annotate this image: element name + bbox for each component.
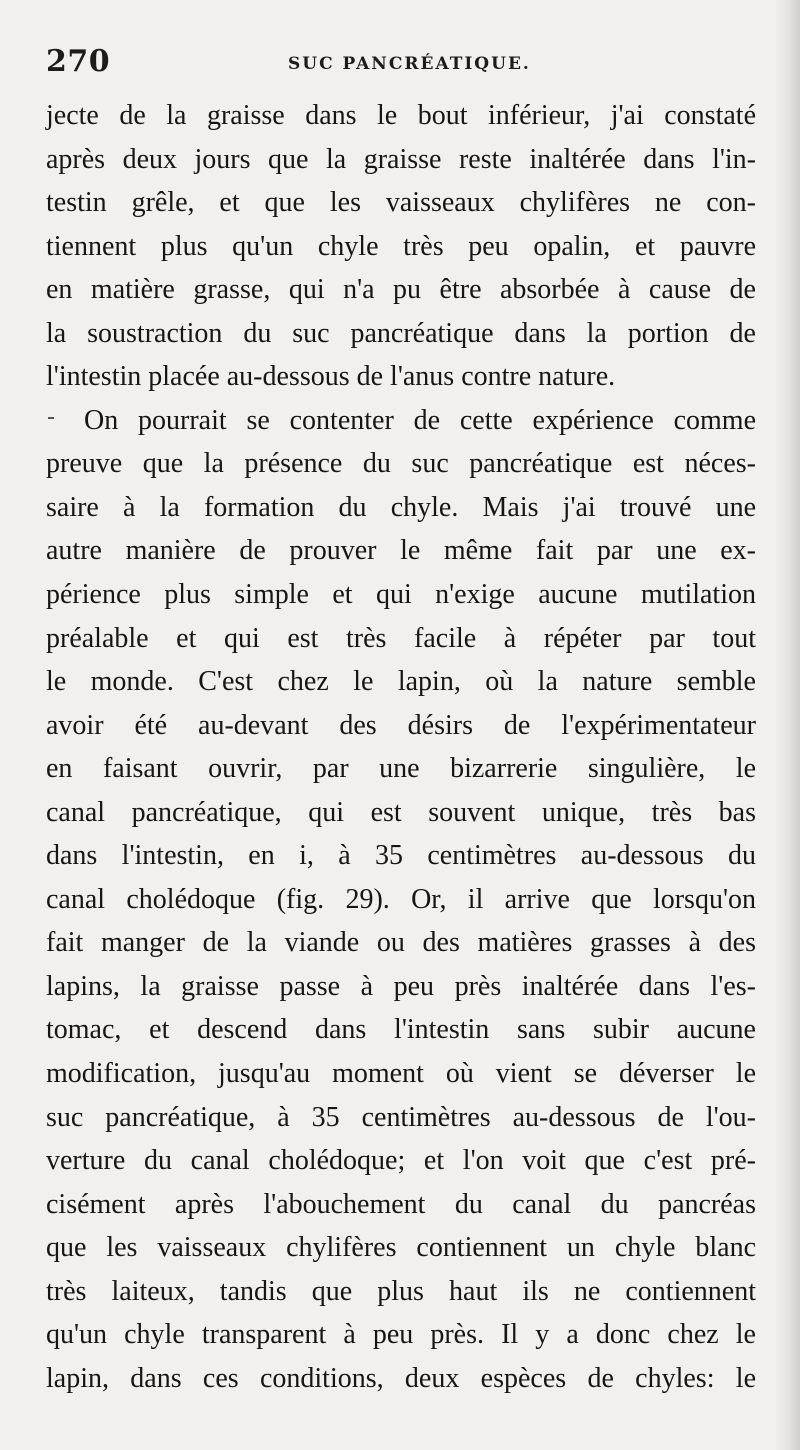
text-line: la soustraction du suc pancréatique dans la portion de bbox=[46, 317, 756, 349]
text-line: fait manger de la viande ou des matières grasses à des bbox=[46, 927, 756, 959]
text-body bbox=[46, 94, 756, 1400]
text-line: testin grêle, et que les vaisseaux chylifères ne con- bbox=[46, 187, 756, 219]
text-line: tiennent plus qu'un chyle très peu opalin, et pauvre bbox=[46, 230, 756, 262]
text-line: On pourrait se contenter de cette expérience comme bbox=[84, 404, 756, 436]
text-line: périence plus simple et qui n'exige aucune mutilation bbox=[46, 579, 756, 611]
text-line: jecte de la graisse dans le bout inférieur, j'ai constaté bbox=[46, 100, 756, 131]
text-line: saire à la formation du chyle. Mais j'ai trouvé une bbox=[46, 491, 756, 523]
text-line: en faisant ouvrir, par une bizarrerie singulière, le bbox=[46, 753, 756, 785]
running-title: SUC PANCRÉATIQUE. bbox=[288, 54, 531, 74]
text-line: modification, jusqu'au moment où vient se déverser le bbox=[46, 1058, 756, 1090]
text-line: cisément après l'abouchement du canal du pancréas bbox=[46, 1188, 756, 1220]
text-line: canal cholédoque (fig. 29). Or, il arrive que lorsqu'on bbox=[46, 883, 756, 915]
page-header bbox=[46, 44, 746, 84]
text-line: suc pancréatique, à 35 centimètres au-dessous de l'ou- bbox=[46, 1101, 756, 1133]
text-line: très laiteux, tandis que plus haut ils ne contiennent bbox=[46, 1275, 756, 1307]
text-line: lapins, la graisse passe à peu près inaltérée dans l'es- bbox=[46, 970, 756, 1002]
text-line: avoir été au-devant des désirs de l'expérimentateur bbox=[46, 709, 756, 741]
text-line: verture du canal cholédoque; et l'on voit que c'est pré- bbox=[46, 1145, 756, 1177]
text-line: en matière grasse, qui n'a pu être absorbée à cause de bbox=[46, 274, 756, 306]
page-number: 270 bbox=[46, 44, 111, 79]
text-line: que les vaisseaux chylifères contiennent un chyle blanc bbox=[46, 1232, 756, 1264]
text-line: dans l'intestin, en i, à 35 centimètres au-dessous du bbox=[46, 840, 756, 872]
text-line: préalable et qui est très facile à répéter par tout bbox=[46, 622, 756, 654]
page-edge-shadow bbox=[774, 0, 800, 1450]
text-line: canal pancréatique, qui est souvent unique, très bas bbox=[46, 796, 756, 828]
text-line: autre manière de prouver le même fait par une ex- bbox=[46, 535, 756, 567]
text-line: le monde. C'est chez le lapin, où la nature semble bbox=[46, 666, 756, 698]
text-line: tomac, et descend dans l'intestin sans subir aucune bbox=[46, 1014, 756, 1046]
text-line: après deux jours que la graisse reste inaltérée dans l'in- bbox=[46, 143, 756, 175]
text-line: qu'un chyle transparent à peu près. Il y a donc chez le bbox=[46, 1319, 756, 1351]
text-line: l'intestin placée au-dessous de l'anus contre nature. bbox=[46, 361, 616, 393]
text-line: preuve que la présence du suc pancréatique est néces- bbox=[46, 448, 756, 480]
text-line: lapin, dans ces conditions, deux espèces de chyles: le bbox=[46, 1362, 756, 1394]
